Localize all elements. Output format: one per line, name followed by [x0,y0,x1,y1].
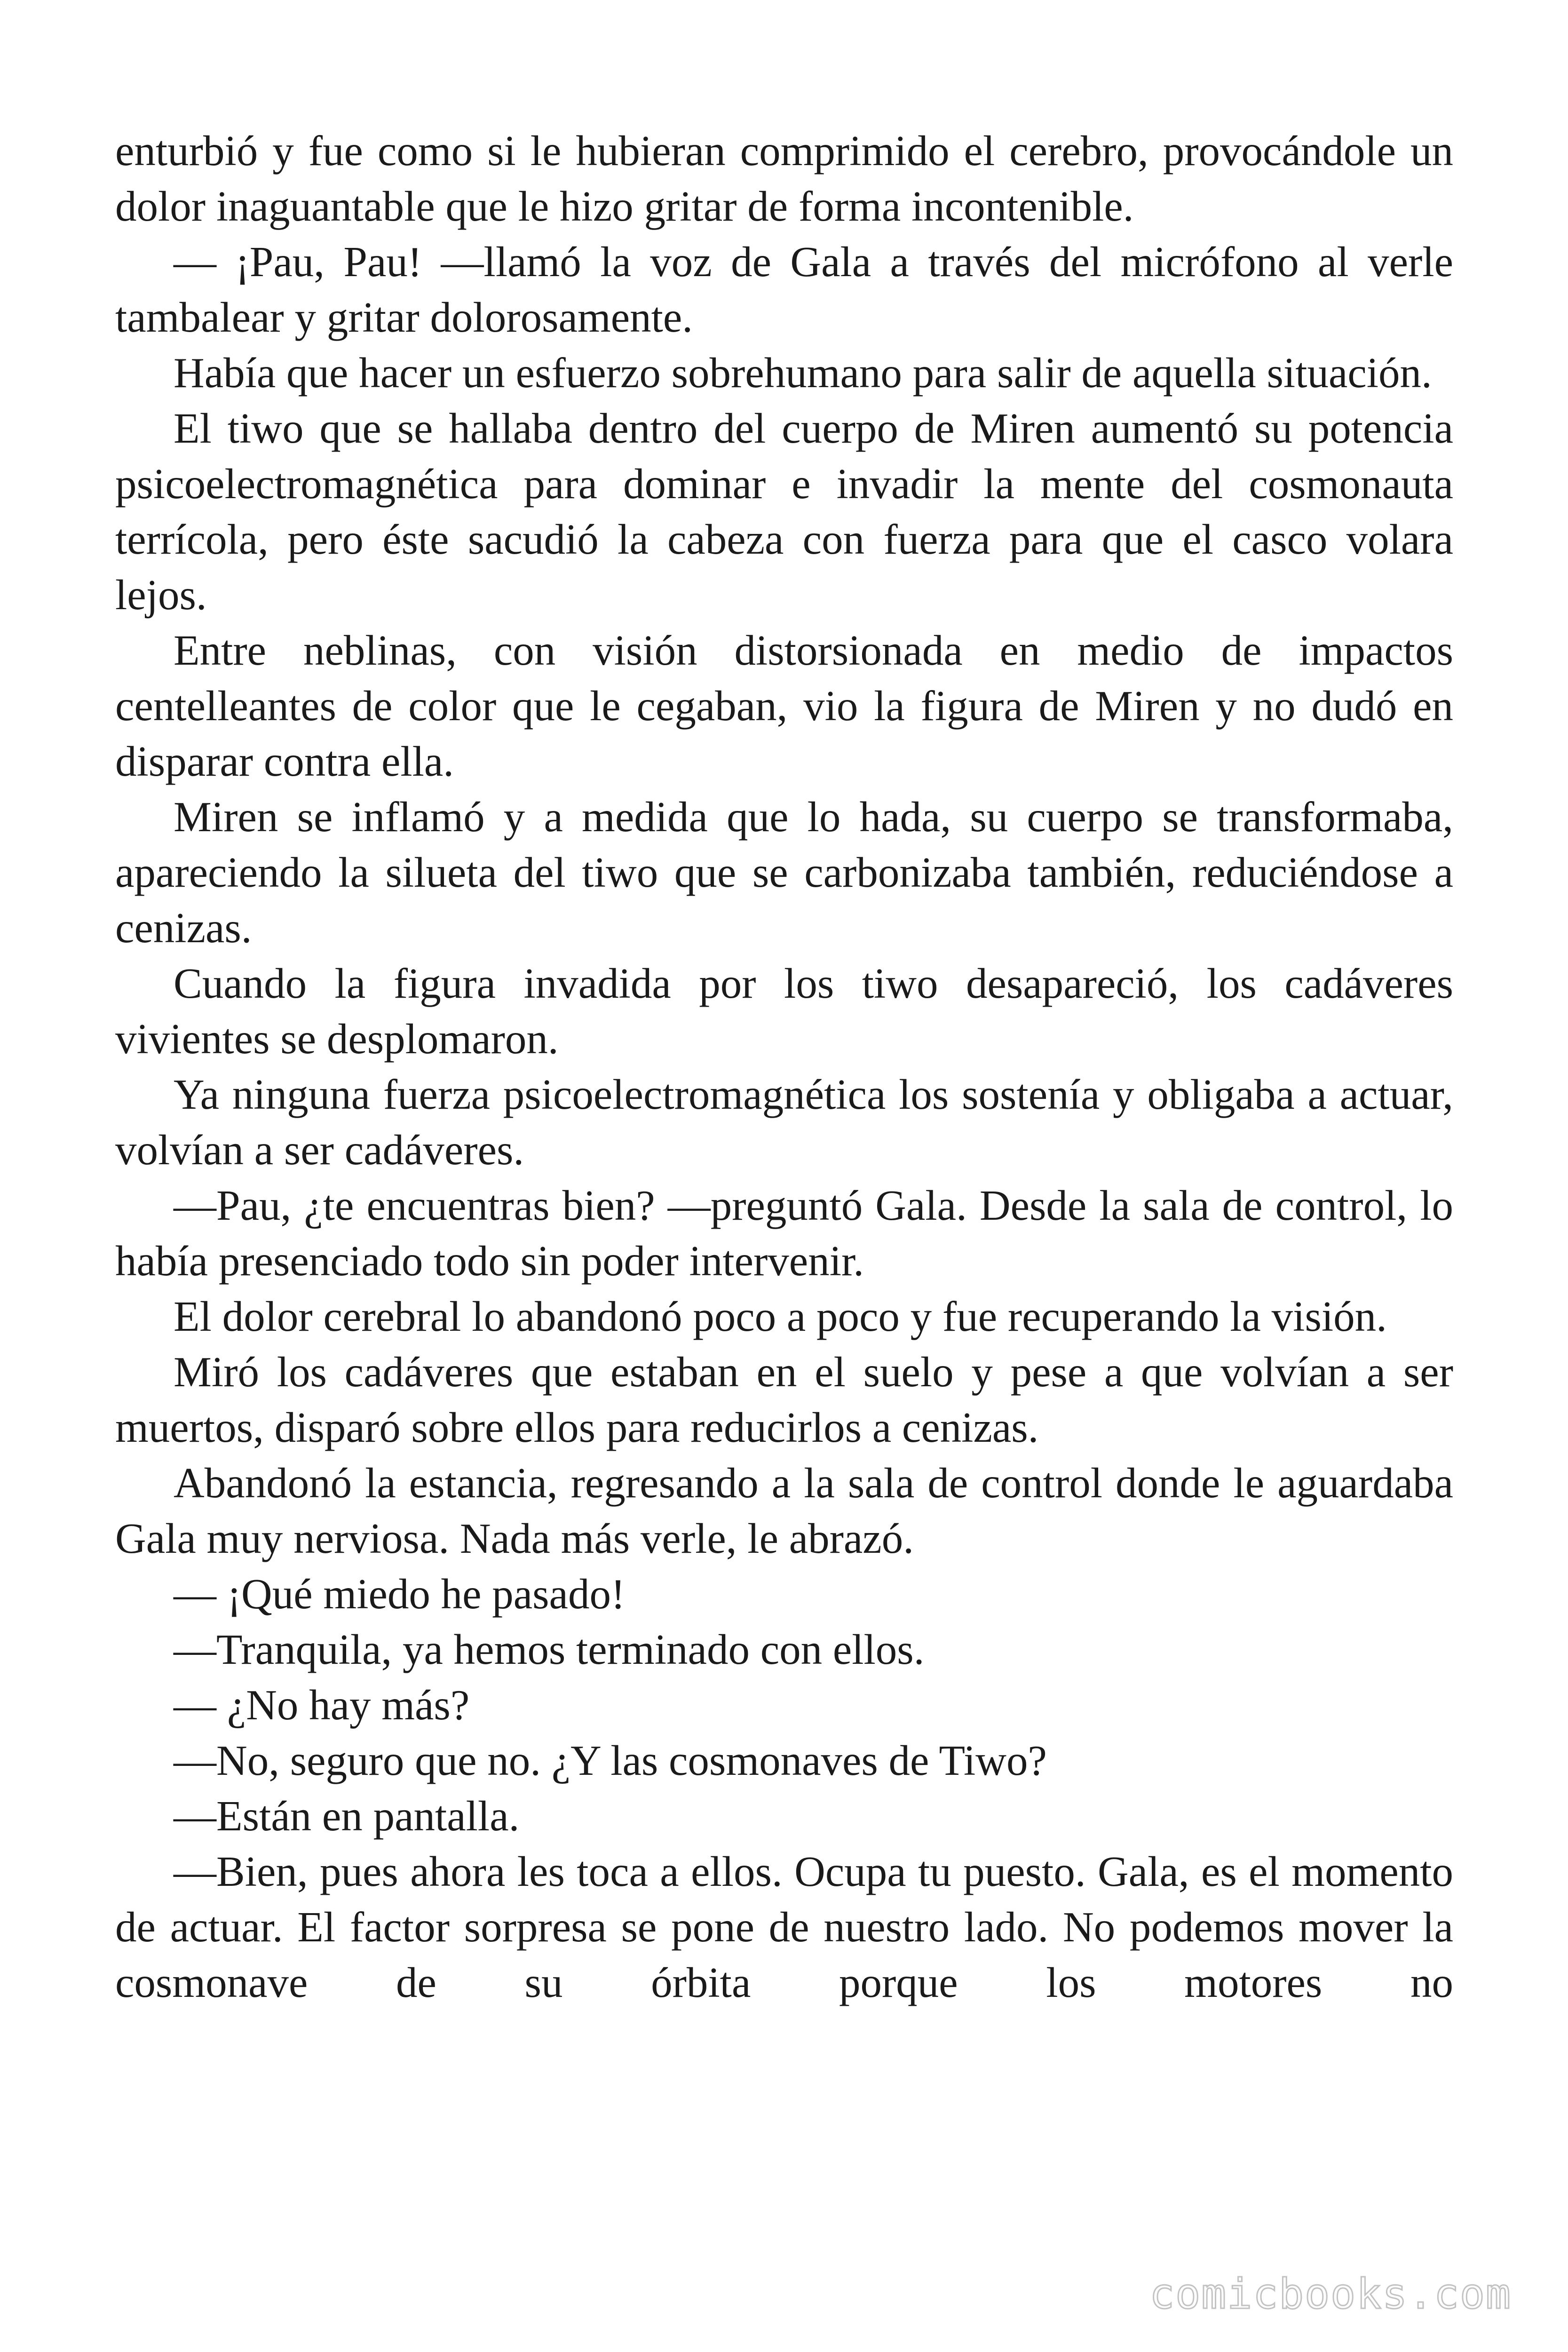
paragraph-7: Cuando la figura invadida por los tiwo desapareció, los cadáveres vivientes se desplomaron. [115,960,1453,1063]
paragraph-10: El dolor cerebral lo abandonó poco a poco y fue recuperando la visión. [174,1293,1387,1340]
paragraph-8: Ya ninguna fuerza psicoelectromagnética los sostenía y obligaba a actuar, volvían a ser cadáveres. [115,1071,1453,1174]
watermark-logo: comicbooks.com [1149,2270,1512,2318]
paragraph-11: Miró los cadáveres que estaban en el suelo y pese a que volvían a ser muertos, disparó sobre ellos para reducirlos a cenizas. [115,1348,1453,1451]
paragraph-15: — ¿No hay más? [174,1681,470,1729]
paragraph-3: Había que hacer un esfuerzo sobrehumano para salir de aquella situación. [174,349,1432,397]
paragraph-13: — ¡Qué miedo he pasado! [174,1570,626,1618]
paragraph-1: enturbió y fue como si le hubieran comprimido el cerebro, provocándole un dolor inaguantable que le hizo gritar de forma incontenible. [115,127,1453,230]
paragraph-14: —Tranquila, ya hemos terminado con ellos. [174,1626,925,1673]
paragraph-5: Entre neblinas, con visión distorsionada en medio de impactos centelleantes de color que le cegaban, vio la figura de Miren y no dudó en disparar contra ella. [115,627,1453,785]
page-body [115,123,1453,2010]
paragraph-6: Miren se inflamó y a medida que lo hada, su cuerpo se transformaba, apareciendo la silueta del tiwo que se carbonizaba también, reduciéndose a cenizas. [115,793,1453,952]
paragraph-17: —Están en pantalla. [174,1792,520,1840]
paragraph-4: El tiwo que se hallaba dentro del cuerpo de Miren aumentó su potencia psicoelectromagnética para dominar e invadir la mente del cosmonauta terrícola, pero éste sacudió la cabeza con fuerza para que el casco volara lejos. [115,405,1453,619]
paragraph-9: —Pau, ¿te encuentras bien? —preguntó Gala. Desde la sala de control, lo había presenciado todo sin poder intervenir. [115,1182,1453,1285]
paragraph-12: Abandonó la estancia, regresando a la sala de control donde le aguardaba Gala muy nerviosa. Nada más verle, le abrazó. [115,1459,1453,1562]
paragraph-2: — ¡Pau, Pau! —llamó la voz de Gala a través del micrófono al verle tambalear y gritar dolorosamente. [115,238,1453,341]
paragraph-16: —No, seguro que no. ¿Y las cosmonaves de Tiwo? [174,1737,1047,1784]
paragraph-18: —Bien, pues ahora les toca a ellos. Ocupa tu puesto. Gala, es el momento de actuar. El factor sorpresa se pone de nuestro lado. No podemos mover la cosmonave de su órbita porque los motores no [115,1848,1453,2006]
